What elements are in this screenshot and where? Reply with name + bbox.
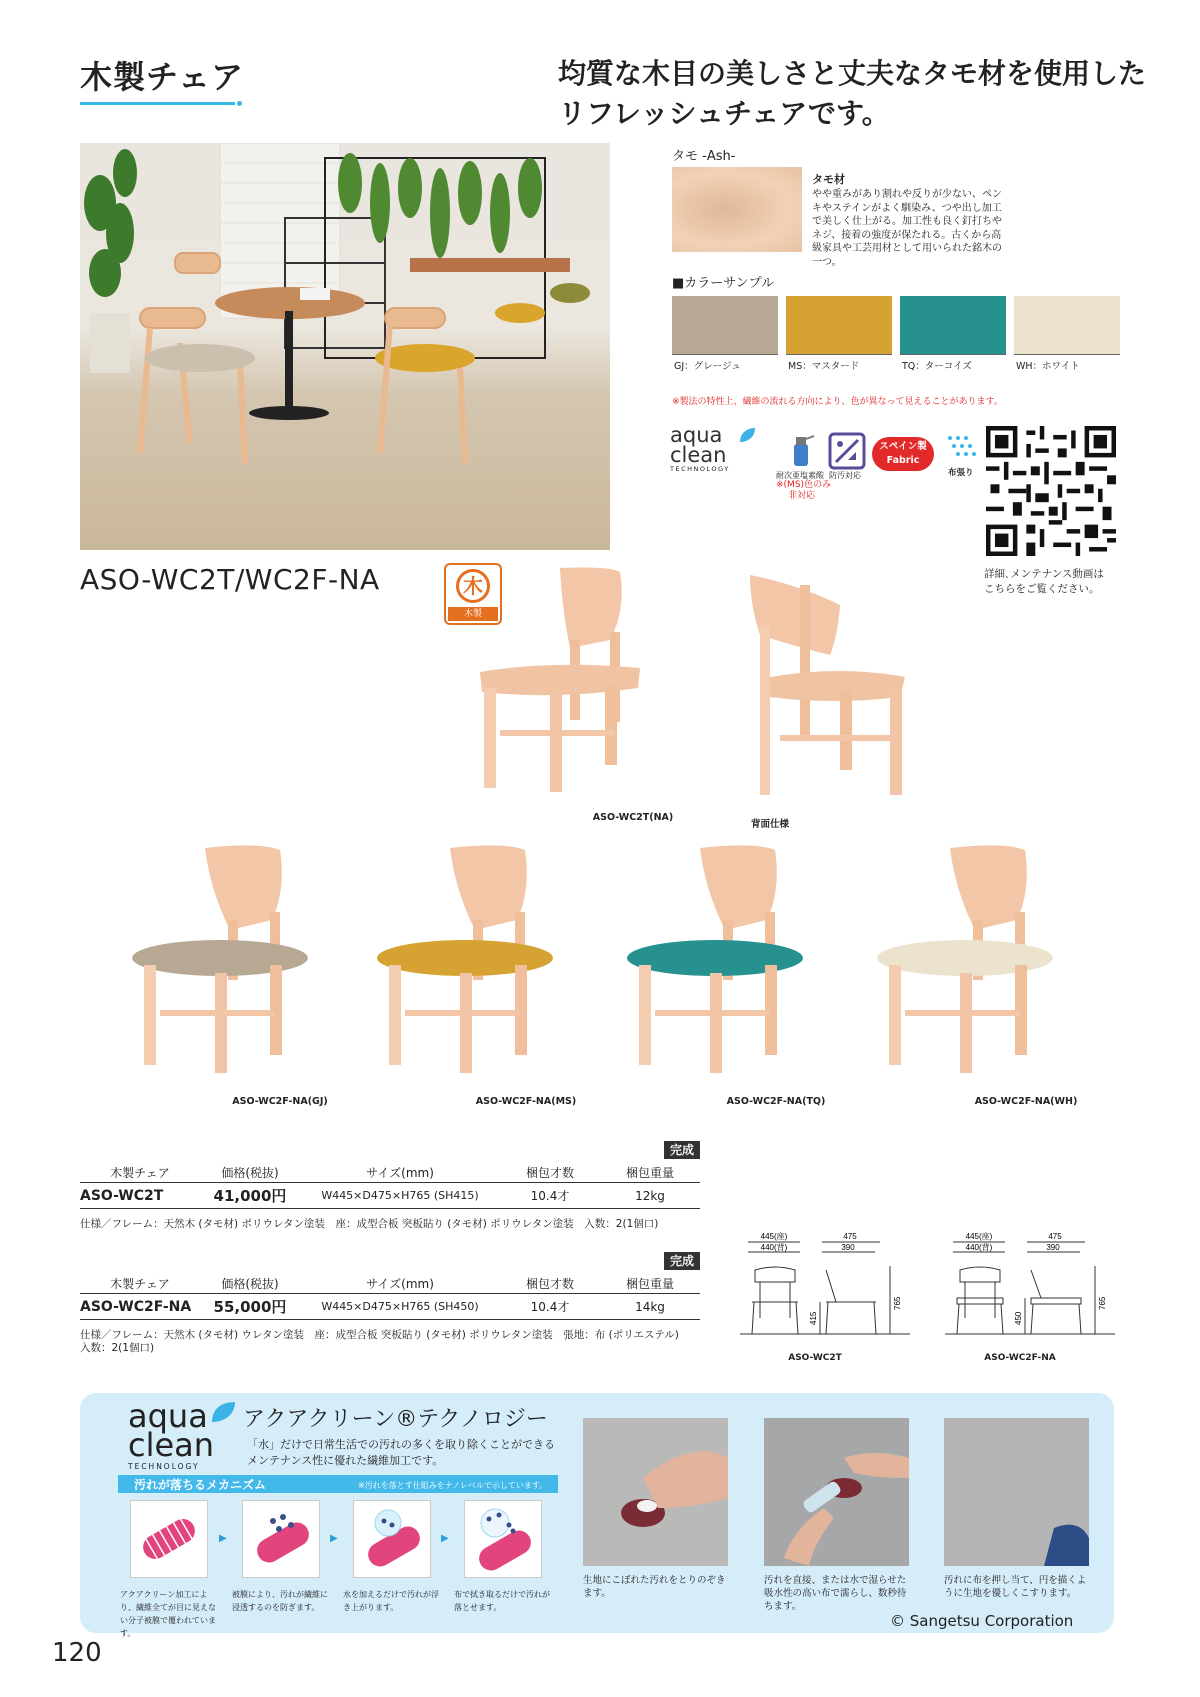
color-sample-title: ■カラーサンプル	[672, 276, 775, 291]
dim-d1: 475	[1048, 1232, 1062, 1241]
wood-label: 木製	[448, 607, 498, 621]
table-cell-size: W445×D475×H765 (SH415)	[321, 1189, 479, 1202]
chair-ms-image	[375, 840, 555, 1090]
dim-h: 765	[893, 1296, 902, 1310]
mechanism-caption-4: 布で拭き取るだけで汚れが落とせます。	[454, 1590, 550, 1612]
swatch-tq	[900, 296, 1006, 354]
mechanism-arrow-icon: ▶	[219, 1533, 227, 1544]
table-header	[80, 1163, 700, 1183]
badge-exception-note	[776, 480, 831, 502]
model-title: ASO-WC2T/WC2F-NA	[80, 563, 380, 596]
demo-caption-1: 生地にこぼれた汚れをとりのぞきます。	[583, 1575, 726, 1599]
dim-d2: 390	[841, 1243, 855, 1252]
swatch-label: MS：マスタード	[788, 361, 860, 372]
mechanism-image-3	[353, 1500, 431, 1578]
antifouling-label: 防汚対応	[829, 471, 861, 480]
tamo-description: やや重みがあり割れや反りが少ない、ペンキやステインがよく馴染み、つや出し加工で美しく仕上がる。加工性も良く釘打ちやネジ、接着の強度が保たれる。古くから高級家具や工芸用材として用いられた銘木の一つ。	[812, 189, 1002, 268]
header-cell: 梱包才数	[525, 1277, 574, 1291]
copyright: © Sangetsu Corporation	[890, 1612, 1074, 1630]
table-cell-volume: 10.4才	[530, 1189, 570, 1203]
mechanism-arrow-icon: ▶	[330, 1533, 338, 1544]
chair-caption-wh: ASO-WC2F-NA(WH)	[974, 1096, 1078, 1107]
qr-code[interactable]	[986, 426, 1116, 556]
color-note: ※製法の特性上、繊維の流れる方向により、色が異なって見えることがあります。	[672, 397, 1003, 407]
aquaclean-title: アクアクリーン®テクノロジー	[243, 1407, 548, 1432]
header-cell: 価格(税抜)	[221, 1277, 279, 1291]
swatch-gj	[672, 296, 778, 354]
mechanism-image-4	[464, 1500, 542, 1578]
table-cell-weight: 12kg	[635, 1188, 665, 1203]
swatch-underline	[900, 354, 1006, 355]
header-cell: 梱包重量	[625, 1277, 674, 1291]
chair-caption-back: 背面仕様	[750, 819, 789, 830]
spec-text-2-line-1: 仕様／フレーム：天然木 (タモ材) ウレタン塗装 座：成型合板 突板貼り (タモ材) ポリウレタン塗装 張地：布 (ポリエステル)	[80, 1329, 679, 1341]
dim-w1: 445(座)	[965, 1232, 993, 1241]
dim-w2: 440(背)	[965, 1243, 993, 1252]
qr-caption-line-2: こちらをご覧ください。	[984, 583, 1100, 595]
swatch-label: TQ：ターコイズ	[902, 361, 972, 372]
title-underline	[80, 102, 235, 105]
qr-caption	[984, 567, 1124, 597]
complete-badge: 完成	[664, 1141, 700, 1159]
spain-fabric-line-1: スペイン製	[879, 441, 927, 452]
page-title: 木製チェア	[80, 58, 245, 96]
tamo-heading: タモ材	[812, 173, 845, 186]
headline-line-1: 均質な木目の美しさと丈夫なタモ材を使用した	[558, 57, 1147, 90]
fabric-upholstery-icon	[944, 432, 980, 462]
tamo-wood-swatch	[672, 167, 802, 252]
aquaclean-desc-line-1: 「水」だけで日常生活での汚れの多くを取り除くことができる	[247, 1438, 555, 1451]
chair-gj-image	[130, 840, 310, 1090]
headline-line-2: リフレッシュチェアです。	[558, 97, 890, 130]
dim-w2: 440(背)	[760, 1243, 788, 1252]
header-cell: 梱包重量	[625, 1166, 674, 1180]
badge-note-line-1: ※(MS)色のみ	[776, 480, 832, 490]
dim-sh: 450	[1014, 1311, 1023, 1325]
hypochlorous-label: 耐次亜塩素酸	[776, 471, 824, 480]
table-row	[80, 1183, 700, 1209]
table-cell-price: 41,000円	[213, 1187, 287, 1205]
swatch-label: WH：ホワイト	[1016, 361, 1080, 372]
table-cell-price: 55,000円	[213, 1298, 287, 1316]
aquaclean-desc-line-2: メンテナンス性に優れた繊維加工です。	[247, 1454, 444, 1467]
mechanism-caption-2: 被膜により、汚れが繊維に浸透するのを防ぎます。	[232, 1590, 328, 1612]
dimension-drawing-wc2f	[945, 1230, 1115, 1350]
dim-caption-wc2t: ASO-WC2T	[788, 1353, 842, 1363]
mechanism-caption-1: アクアクリーン加工により、繊維全てが目に見えない分子被膜で覆われています。	[120, 1590, 216, 1638]
header-cell: サイズ(mm)	[366, 1277, 434, 1291]
demo-photo-3	[944, 1418, 1089, 1566]
table-header	[80, 1274, 700, 1294]
mechanism-image-2	[242, 1500, 320, 1578]
qr-caption-line-1: 詳細､メンテナンス動画は	[984, 568, 1104, 580]
demo-photo-2	[764, 1418, 909, 1566]
chair-caption-tq: ASO-WC2F-NA(TQ)	[726, 1096, 826, 1107]
dim-sh: 415	[809, 1311, 818, 1325]
dim-d2: 390	[1046, 1243, 1060, 1252]
dim-caption-wc2f: ASO-WC2F-NA	[984, 1353, 1056, 1363]
table-cell-model: ASO-WC2F-NA	[80, 1298, 192, 1315]
fabric-upholstery-label: 布張り	[948, 468, 974, 478]
room-photo-illustration	[80, 143, 610, 550]
aquaclean-large-clean: clean	[128, 1426, 215, 1464]
demo-caption-3: 汚れに布を押し当て、円を描くように生地を優しくこすります。	[944, 1575, 1087, 1599]
chair-caption-gj: ASO-WC2F-NA(GJ)	[232, 1096, 328, 1107]
spec-text-2	[80, 1329, 679, 1355]
demo-photo-1	[583, 1418, 728, 1566]
chair-caption-front: ASO-WC2T(NA)	[592, 812, 674, 823]
aquaclean-logo-clean: clean	[670, 443, 727, 467]
chair-front-image	[470, 560, 650, 800]
dim-h: 765	[1098, 1296, 1107, 1310]
swatch-underline	[1014, 354, 1120, 355]
header-cell: 価格(税抜)	[221, 1166, 279, 1180]
aquaclean-drop-icon	[738, 426, 756, 444]
swatch-underline	[672, 354, 778, 355]
swatch-wh	[1014, 296, 1120, 354]
mechanism-caption-3: 水を加えるだけで汚れが浮き上がります。	[343, 1590, 439, 1612]
aquaclean-description	[247, 1437, 555, 1469]
aquaclean-large-aqua: aqua	[128, 1397, 208, 1435]
aquaclean-leaf-icon	[210, 1400, 236, 1424]
chair-wh-image	[875, 840, 1055, 1090]
demo-caption-2: 汚れを直接、または水で湿らせた吸水性の高い布で濡らし、数秒待ちます。	[764, 1575, 907, 1612]
room-photo	[80, 143, 610, 550]
antifouling-icon	[828, 432, 866, 470]
spec-text-1: 仕様／フレーム：天然木 (タモ材) ポリウレタン塗装 座：成型合板 突板貼り (タモ材) ポリウレタン塗装 入数：2(1個口)	[80, 1218, 659, 1230]
header-cell: 木製チェア	[110, 1277, 170, 1291]
chair-caption-ms: ASO-WC2F-NA(MS)	[475, 1096, 577, 1107]
spain-fabric-badge	[872, 437, 934, 471]
dim-d1: 475	[843, 1232, 857, 1241]
price-table-2	[80, 1274, 700, 1320]
header-cell: サイズ(mm)	[366, 1166, 434, 1180]
price-table-1	[80, 1163, 700, 1209]
swatch-ms	[786, 296, 892, 354]
dim-w1: 445(座)	[760, 1232, 788, 1241]
table-cell-model: ASO-WC2T	[80, 1187, 164, 1204]
mechanism-title: 汚れが落ちるメカニズム	[134, 1478, 267, 1492]
tamo-title: タモ -Ash-	[672, 149, 736, 164]
table-cell-volume: 10.4才	[530, 1300, 570, 1314]
spain-fabric-line-2: Fabric	[886, 455, 920, 466]
aquaclean-large-tech: TECHNOLOGY	[128, 1462, 200, 1471]
header-cell: 梱包才数	[525, 1166, 574, 1180]
aquaclean-logo-tech: TECHNOLOGY	[670, 465, 730, 473]
table-cell-weight: 14kg	[635, 1299, 665, 1314]
mechanism-image-1	[130, 1500, 208, 1578]
header-cell: 木製チェア	[110, 1166, 170, 1180]
swatch-underline	[786, 354, 892, 355]
swatch-label: GJ：グレージュ	[674, 361, 741, 372]
spec-text-2-line-2: 入数：2(1個口)	[80, 1342, 155, 1354]
chair-back-image	[740, 565, 920, 805]
badge-note-line-2: 非対応	[788, 491, 816, 501]
mechanism-note: ※汚れを落とす仕組みをナノレベルで示しています。	[358, 1481, 548, 1490]
spray-icon	[782, 432, 820, 470]
aquaclean-logo-aqua: aqua	[670, 423, 723, 447]
complete-badge: 完成	[664, 1252, 700, 1270]
dimension-drawing-wc2t	[740, 1230, 910, 1350]
page-number: 120	[52, 1638, 102, 1668]
title-underline-dot	[237, 101, 242, 106]
table-row	[80, 1294, 700, 1320]
headline	[558, 54, 1158, 134]
chair-tq-image	[625, 840, 805, 1090]
wood-char-icon: 木	[456, 569, 490, 603]
mechanism-arrow-icon: ▶	[441, 1533, 449, 1544]
table-cell-size: W445×D475×H765 (SH450)	[321, 1300, 479, 1313]
